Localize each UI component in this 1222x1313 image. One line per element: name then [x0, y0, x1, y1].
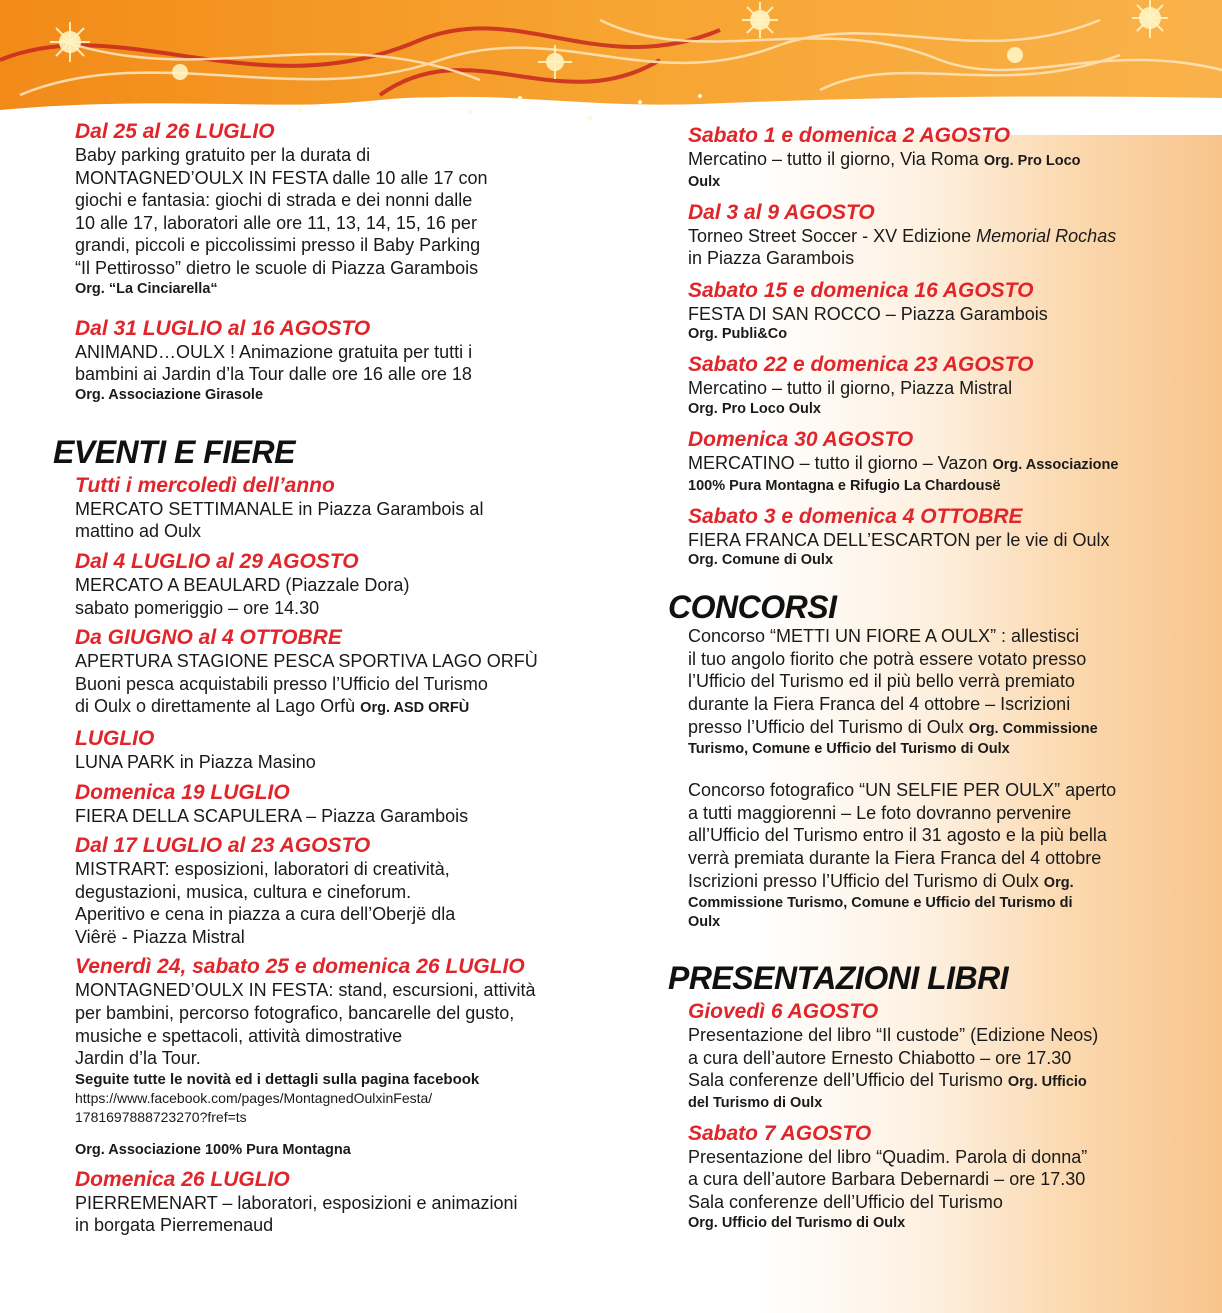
- section-title-concorsi: CONCORSI: [668, 589, 837, 626]
- event-organizer: Org. Comune di Oulx: [688, 552, 834, 569]
- contest-organizer: Org.: [1043, 874, 1074, 891]
- event-description: LUNA PARK in Piazza Masino: [75, 751, 316, 772]
- decorative-banner: [0, 0, 1222, 135]
- contest-fiore: [688, 625, 1208, 759]
- event-organizer: Org. Associazione 100% Pura Montagna: [75, 1141, 351, 1158]
- event-description: MISTRART: esposizioni, laboratori di creatività, degustazioni, musica, cultura e cineforum. Aperitivo e cena in piazza a cura dell’Oberjë dla Viêrë - Piazza Mistral: [75, 859, 456, 947]
- event-date: Domenica 19 LUGLIO: [75, 780, 290, 804]
- event-organizer-cont: 100% Pura Montagna e Rifugio La Chardousë: [688, 477, 1001, 494]
- event-date: Sabato 1 e domenica 2 AGOSTO: [688, 124, 1011, 147]
- event-description: FIERA FRANCA DELL’ESCARTON per le vie di Oulx: [688, 529, 1110, 550]
- event-luna-park: [75, 727, 635, 774]
- contest-description: Concorso fotografico “UN SELFIE PER OULX” aperto a tutti maggiorenni – Le foto dovranno pervenire all’Ufficio del Turismo entro il 31 agosto e la più bella verrà premiata durante la Fiera Franca del 4 ottobre Iscrizioni presso l’Ufficio del Turismo di Oulx Org.: [688, 780, 1117, 891]
- event-description: FIERA DELLA SCAPULERA – Piazza Garambois: [75, 805, 469, 826]
- event-date: Sabato 15 e domenica 16 AGOSTO: [688, 278, 1034, 302]
- event-organizer: Org. ASD ORFÙ: [360, 700, 470, 717]
- book-quadim: [688, 1122, 1208, 1233]
- right-column: [668, 124, 1208, 1233]
- facebook-link[interactable]: https://www.facebook.com/pages/MontagnedOulxinFesta/ 1781697888723270?fref=ts: [75, 1089, 433, 1125]
- event-mercatino-via-roma: [688, 124, 1208, 192]
- event-date: Dal 4 LUGLIO al 29 AGOSTO: [75, 549, 359, 573]
- event-date: Domenica 26 LUGLIO: [75, 1167, 290, 1191]
- section-title-eventi-fiere: EVENTI E FIERE: [53, 433, 295, 470]
- event-mercatino-mistral: [688, 353, 1208, 419]
- event-street-soccer: [688, 201, 1208, 270]
- event-location: in Piazza Garambois: [688, 248, 855, 269]
- event-organizer: Org. Publi&Co: [688, 326, 788, 343]
- event-description: FESTA DI SAN ROCCO – Piazza Garambois: [688, 303, 1048, 324]
- book-organizer: Org. Ufficio del Turismo di Oulx: [688, 1214, 906, 1231]
- event-organizer: Org. Pro Loco: [983, 153, 1081, 169]
- event-date: Dal 25 al 26 LUGLIO: [75, 120, 275, 143]
- event-mercato-settimanale: [75, 474, 635, 543]
- event-description: Mercatino – tutto il giorno, Via Roma Org. Pro Loco: [688, 149, 1081, 169]
- book-il-custode: [688, 1000, 1208, 1113]
- event-organizer: Org. Pro Loco Oulx: [688, 400, 821, 417]
- contest-description: Concorso “METTI UN FIORE A OULX” : allestisci il tuo angolo fiorito che potrà essere votato presso l’Ufficio del Turismo ed il più bello verrà premiato durante la Fiera Franca del 4 ottobre – Iscrizioni presso l’Ufficio del Turismo di Oulx Org. Commissione: [688, 626, 1098, 737]
- event-description: Torneo Street Soccer - XV Edizione Memorial Rochas: [688, 225, 1117, 246]
- book-date: Sabato 7 AGOSTO: [688, 1121, 872, 1145]
- event-date: Domenica 30 AGOSTO: [688, 427, 914, 451]
- event-date: Dal 3 al 9 AGOSTO: [688, 200, 875, 224]
- contest-selfie: [688, 779, 1208, 932]
- event-description: MERCATINO – tutto il giorno – Vazon Org. Associazione: [688, 452, 1119, 473]
- event-date: Dal 31 LUGLIO al 16 AGOSTO: [75, 316, 371, 340]
- contest-organizer-cont: Turismo, Comune e Ufficio del Turismo di Oulx: [688, 741, 1010, 758]
- book-description: Presentazione del libro “Il custode” (Edizione Neos) a cura dell’autore Ernesto Chiabotto – ore 17.30 Sala conferenze dell’Ufficio del Turismo Org. Ufficio: [688, 1025, 1099, 1091]
- event-san-rocco: [688, 279, 1208, 345]
- book-organizer-cont: del Turismo di Oulx: [688, 1094, 823, 1111]
- memorial-name: Memorial Rochas: [976, 225, 1117, 246]
- event-mistrart: [75, 834, 635, 948]
- event-description: APERTURA STAGIONE PESCA SPORTIVA LAGO ORFÙ Buoni pesca acquistabili presso l’Ufficio del Turismo di Oulx o direttamente al Lago Orfù Org. ASD ORFÙ: [75, 651, 538, 717]
- event-description: MONTAGNED’OULX IN FESTA: stand, escursioni, attività per bambini, percorso fotografico, bancarelle del gusto, musiche e spettacoli, attività dimostrative Jardin d’la Tour.: [75, 980, 536, 1069]
- event-organizer: Org. Associazione: [992, 456, 1119, 473]
- event-description: ANIMAND…OULX ! Animazione gratuita per tutti i bambini ai Jardin d’la Tour dalle ore 16 alle ore 18: [75, 341, 473, 385]
- section-title-presentazioni-libri: PRESENTAZIONI LIBRI: [668, 960, 1009, 997]
- event-description: PIERREMENART – laboratori, esposizioni e animazioni in borgata Pierremenaud: [75, 1192, 518, 1236]
- event-date: Venerdì 24, sabato 25 e domenica 26 LUGLIO: [75, 955, 525, 979]
- contest-organizer-cont: Commissione Turismo, Comune e Ufficio del Turismo di Oulx: [688, 895, 1073, 931]
- book-date: Giovedì 6 AGOSTO: [688, 1000, 879, 1024]
- facebook-note: Seguite tutte le novità ed i dettagli sulla pagina facebook: [75, 1070, 480, 1088]
- book-description: Presentazione del libro “Quadim. Parola di donna” a cura dell’autore Barbara Debernardi – ore 17.30 Sala conferenze dell’Ufficio del Turismo: [688, 1146, 1088, 1213]
- event-fiera-scapulera: [75, 781, 635, 828]
- event-date: Dal 17 LUGLIO al 23 AGOSTO: [75, 834, 371, 858]
- event-pierremenart: [75, 1168, 635, 1237]
- event-montagned-oulx-in-festa: [75, 955, 635, 1159]
- event-mercato-beaulard: [75, 550, 635, 619]
- event-date: Da GIUGNO al 4 OTTOBRE: [75, 626, 342, 650]
- contest-organizer: Org. Commissione: [968, 720, 1098, 737]
- event-description: MERCATO SETTIMANALE in Piazza Garambois al mattino ad Oulx: [75, 498, 484, 542]
- event-organizer: Org. “La Cinciarella“: [75, 280, 218, 297]
- event-organizer-cont: Oulx: [688, 173, 721, 190]
- event-date: Tutti i mercoledì dell’anno: [75, 473, 335, 497]
- event-organizer: Org. Associazione Girasole: [75, 386, 264, 403]
- book-organizer: Org. Ufficio: [1007, 1074, 1087, 1091]
- event-date: Sabato 3 e domenica 4 OTTOBRE: [688, 504, 1023, 528]
- event-baby-parking: [75, 120, 635, 299]
- event-date: LUGLIO: [75, 726, 155, 750]
- event-animand-oulx: [75, 317, 635, 405]
- event-description: Mercatino – tutto il giorno, Piazza Mistral: [688, 378, 1013, 399]
- event-mercatino-vazon: [688, 428, 1208, 496]
- left-column: [53, 120, 635, 1237]
- event-pesca-lago-orfu: [75, 626, 635, 720]
- event-fiera-franca: [688, 505, 1208, 571]
- event-description: Baby parking gratuito per la durata di MONTAGNED’OULX IN FESTA dalle 10 alle 17 con giochi e fantasia: giochi di strada e dei nonni dalle 10 alle 17, laboratori alle ore 11, 13, 14, 15, 16 per grandi, piccoli e piccolissimi presso il Baby Parking “Il Pettirosso” dietro le scuole di Piazza Garambois: [75, 145, 488, 278]
- event-description: MERCATO A BEAULARD (Piazzale Dora) sabato pomeriggio – ore 14.30: [75, 574, 410, 618]
- event-date: Sabato 22 e domenica 23 AGOSTO: [688, 353, 1034, 377]
